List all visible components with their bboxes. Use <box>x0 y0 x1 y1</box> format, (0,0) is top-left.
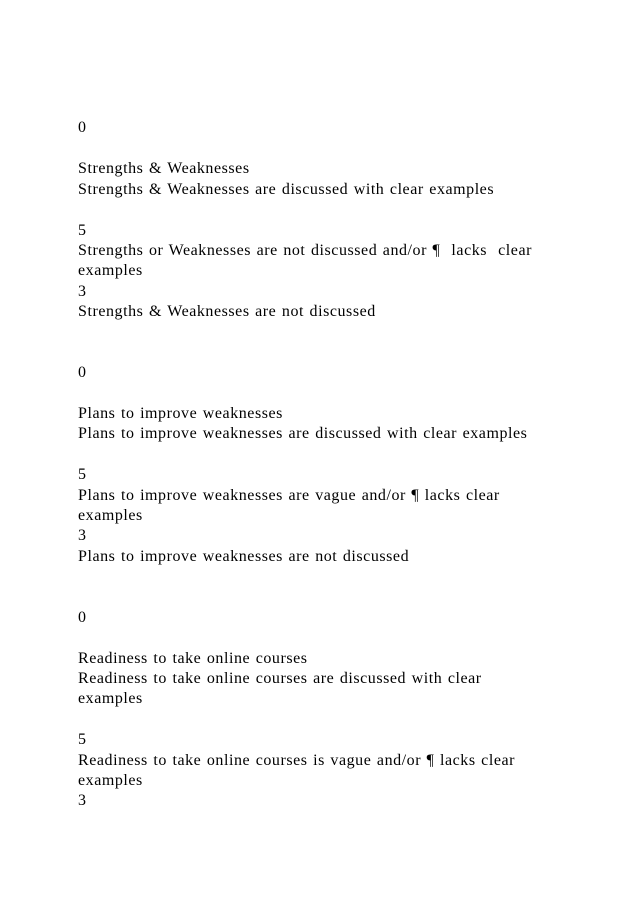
criterion-description: Plans to improve weaknesses are not discussed <box>78 548 410 565</box>
score-text: 0 <box>78 609 87 626</box>
score-text: 0 <box>78 119 87 136</box>
criterion-title: Readiness to take online courses <box>78 650 308 667</box>
criterion-description: Strengths & Weaknesses are not discussed <box>78 303 376 320</box>
score-text: 5 <box>78 731 87 748</box>
criterion-description: Plans to improve weaknesses are vague and/or ¶ lacks clear <box>78 487 500 504</box>
criterion-description: examples <box>78 772 143 789</box>
criterion-description: Readiness to take online courses are discussed with clear <box>78 670 482 687</box>
score-text: 0 <box>78 364 87 381</box>
criterion-description: Strengths or Weaknesses are not discussed and/or ¶ lacks clear <box>78 242 532 259</box>
criterion-title: Plans to improve weaknesses <box>78 405 283 422</box>
criterion-description: examples <box>78 507 143 524</box>
criterion-title: Strengths & Weaknesses <box>78 160 250 177</box>
score-text: 5 <box>78 466 87 483</box>
criterion-description: examples <box>78 690 143 707</box>
criterion-description: examples <box>78 262 143 279</box>
score-text: 3 <box>78 527 87 544</box>
score-text: 3 <box>78 792 87 809</box>
criterion-description: Plans to improve weaknesses are discussed with clear examples <box>78 425 528 442</box>
score-text: 3 <box>78 283 87 300</box>
criterion-description: Strengths & Weaknesses are discussed with clear examples <box>78 181 495 198</box>
score-text: 5 <box>78 222 87 239</box>
criterion-description: Readiness to take online courses is vague and/or ¶ lacks clear <box>78 752 515 769</box>
